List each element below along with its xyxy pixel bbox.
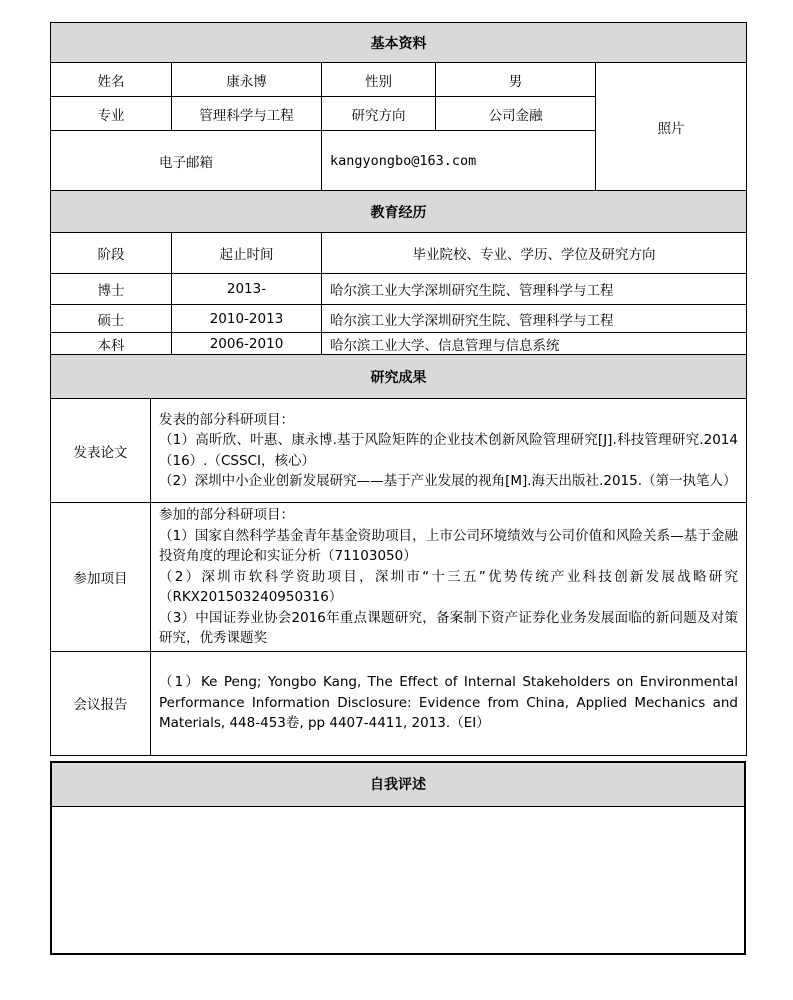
email-value: kangyongbo@163.com — [322, 131, 596, 191]
self-evaluation-body — [52, 807, 744, 953]
education-row — [51, 305, 747, 333]
projects-line: （2）深圳市软科学资助项目，深圳市“十三五”优势传统产业科技创新发展战略研究（RKX201503240950316） — [159, 568, 738, 605]
gender-value: 男 — [436, 63, 596, 97]
education-row — [51, 333, 747, 355]
major-value: 管理科学与工程 — [172, 97, 322, 131]
projects-line: （3）中国证券业协会2016年重点课题研究，备案制下资产证券化业务发展面临的新问题及对策研究，优秀课题奖 — [159, 609, 738, 646]
education-period: 2010-2013 — [172, 305, 322, 333]
education-stage: 硕士 — [51, 305, 172, 333]
gender-label: 性别 — [322, 63, 436, 97]
photo-cell: 照片 — [596, 63, 747, 191]
projects-content — [151, 503, 747, 652]
education-row — [51, 274, 747, 305]
education-stage: 本科 — [51, 333, 172, 355]
education-table — [50, 190, 747, 355]
education-stage: 博士 — [51, 274, 172, 305]
name-label: 姓名 — [51, 63, 172, 97]
education-col-detail: 毕业院校、专业、学历、学位及研究方向 — [322, 233, 747, 274]
projects-line: （1）国家自然科学基金青年基金资助项目，上市公司环境绩效与公司价值和风险关系—基于金融投资角度的理论和实证分析（71103050） — [159, 527, 738, 564]
direction-value: 公司金融 — [436, 97, 596, 131]
papers-line: （2）深圳中小企业创新发展研究——基于产业发展的视角[M].海天出版社.2015.（第一执笔人） — [159, 473, 737, 489]
email-label: 电子邮箱 — [51, 131, 322, 191]
research-table — [50, 354, 747, 756]
education-col-period: 起止时间 — [172, 233, 322, 274]
conference-content: （1）Ke Peng; Yongbo Kang, The Effect of Internal Stakeholders on Environmental Performance Information Disclosure: Evidence from China, Applied Mechanics and Materials, 448-453卷, pp 4407-4411, 2013.（EI） — [151, 651, 747, 755]
basic-info-header: 基本资料 — [51, 23, 747, 63]
research-header: 研究成果 — [51, 355, 747, 399]
papers-line: （1）高昕欣、叶惠、康永博.基于风险矩阵的企业技术创新风险管理研究[J].科技管理研究.2014（16）.（CSSCI，核心） — [159, 432, 738, 469]
education-period: 2013- — [172, 274, 322, 305]
papers-content — [151, 399, 747, 503]
education-col-stage: 阶段 — [51, 233, 172, 274]
papers-label: 发表论文 — [51, 399, 151, 503]
conference-label: 会议报告 — [51, 651, 151, 755]
direction-label: 研究方向 — [322, 97, 436, 131]
name-value: 康永博 — [172, 63, 322, 97]
major-label: 专业 — [51, 97, 172, 131]
self-evaluation-section — [50, 761, 746, 955]
education-detail: 哈尔滨工业大学、信息管理与信息系统 — [322, 333, 747, 355]
resume-form — [50, 22, 746, 955]
education-period: 2006-2010 — [172, 333, 322, 355]
education-detail: 哈尔滨工业大学深圳研究生院、管理科学与工程 — [322, 274, 747, 305]
projects-line: 参加的部分科研项目： — [159, 507, 294, 523]
papers-line: 发表的部分科研项目： — [159, 411, 294, 428]
projects-label: 参加项目 — [51, 503, 151, 652]
education-header: 教育经历 — [51, 191, 747, 233]
basic-info-table — [50, 22, 747, 191]
education-detail: 哈尔滨工业大学深圳研究生院、管理科学与工程 — [322, 305, 747, 333]
self-evaluation-header: 自我评述 — [52, 763, 744, 807]
